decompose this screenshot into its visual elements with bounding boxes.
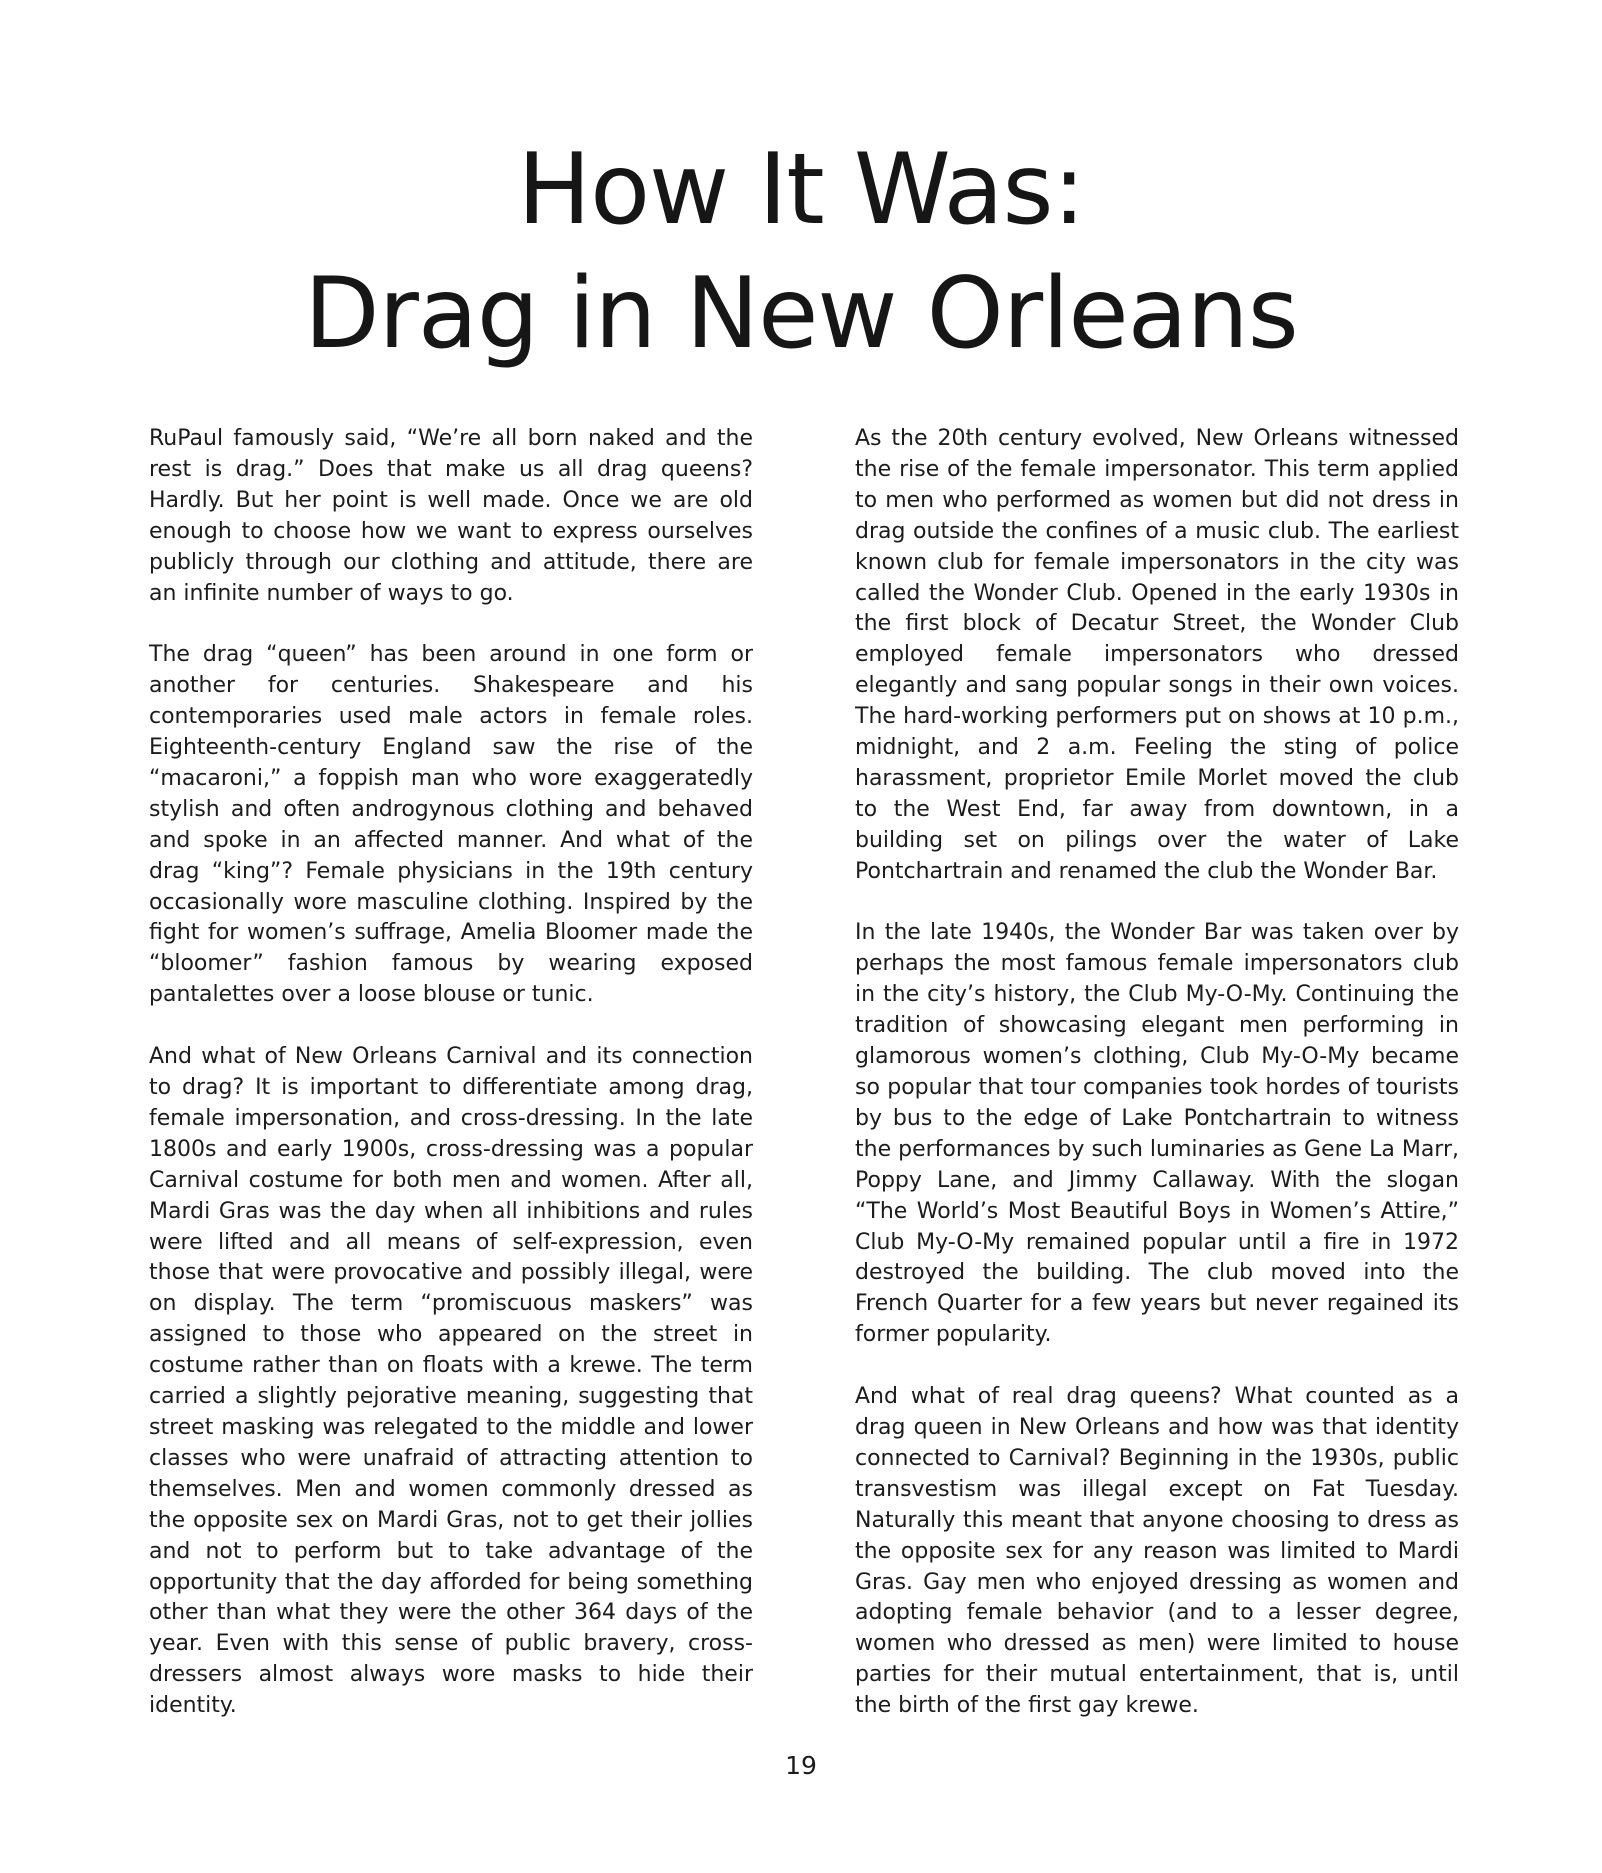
paragraph: In the late 1940s, the Wonder Bar was taken over by perhaps the most famous female impersonators club in the city’s history, the Club My-O-My. Continuing the tradition of showcasing elegant men performing in glamorous women’s clothing, Club My-O-My became so popular that tour companies took hordes of tourists by bus to the edge of Lake Pontchartrain to witness the performances by such luminaries as Gene La Marr, Poppy Lane, and Jimmy Callaway. With the slogan “The World’s Most Beautiful Boys in Women’s Attire,” Club My-O-My remained popular until a fire in 1972 destroyed the building. The club moved into the French Quarter for a few years but never regained its former popularity. (855, 920, 1459, 1348)
left-column (149, 424, 753, 1722)
title-line-2: Drag in New Orleans (304, 257, 1298, 371)
page-title (0, 128, 1602, 376)
paragraph: And what of New Orleans Carnival and its connection to drag? It is important to differentiate among drag, female impersonation, and cross-dressing. In the late 1800s and early 1900s, cross-dressing was a popular Carnival costume for both men and women. After all, Mardi Gras was the day when all inhibitions and rules were lifted and all means of self-expression, even those that were provocative and possibly illegal, were on display. The term “promiscuous maskers” was assigned to those who appeared on the street in costume rather than on floats with a krewe. The term carried a slightly pejorative meaning, suggesting that street masking was relegated to the middle and lower classes who were unafraid of attracting attention to themselves. Men and women commonly dressed as the opposite sex on Mardi Gras, not to get their jollies and not to perform but to take advantage of the opportunity that the day afforded for being something other than what they were the other 364 days of the year. Even with this sense of public bravery, cross-dressers almost always wore masks to hide their identity. (149, 1044, 753, 1719)
paragraph: And what of real drag queens? What counted as a drag queen in New Orleans and how was that identity connected to Carnival? Beginning in the 1930s, public transvestism was illegal except on Fat Tuesday. Naturally this meant that anyone choosing to dress as the opposite sex for any reason was limited to Mardi Gras. Gay men who enjoyed dressing as women and adopting female behavior (and to a lesser degree, women who dressed as men) were limited to house parties for their mutual entertainment, that is, until the birth of the first gay krewe. (855, 1384, 1459, 1719)
right-column (855, 424, 1459, 1722)
paragraph: The drag “queen” has been around in one form or another for centuries. Shakespeare and his contemporaries used male actors in female roles. Eighteenth-century England saw the rise of the “macaroni,” a foppish man who wore exaggeratedly stylish and often androgynous clothing and behaved and spoke in an affected manner. And what of the drag “king”? Female physicians in the 19th century occasionally wore masculine clothing. Inspired by the fight for women’s suffrage, Amelia Bloomer made the “bloomer” fashion famous by wearing exposed pantalettes over a loose blouse or tunic. (149, 642, 753, 1008)
paragraph: RuPaul famously said, “We’re all born naked and the rest is drag.” Does that make us all drag queens? Hardly. But her point is well made. Once we are old enough to choose how we want to express ourselves publicly through our clothing and attitude, there are an infinite number of ways to go. (149, 426, 753, 606)
title-line-1: How It Was: (517, 133, 1085, 247)
page-number: 19 (785, 1751, 817, 1780)
paragraph: As the 20th century evolved, New Orleans witnessed the rise of the female impersonator. This term applied to men who performed as women but did not dress in drag outside the confines of a music club. The earliest known club for female impersonators in the city was called the Wonder Club. Opened in the early 1930s in the first block of Decatur Street, the Wonder Club employed female impersonators who dressed elegantly and sang popular songs in their own voices. The hard-working performers put on shows at 10 p.m., midnight, and 2 a.m. Feeling the sting of police harassment, proprietor Emile Morlet moved the club to the West End, far away from downtown, in a building set on pilings over the water of Lake Pontchartrain and renamed the club the Wonder Bar. (855, 426, 1459, 884)
